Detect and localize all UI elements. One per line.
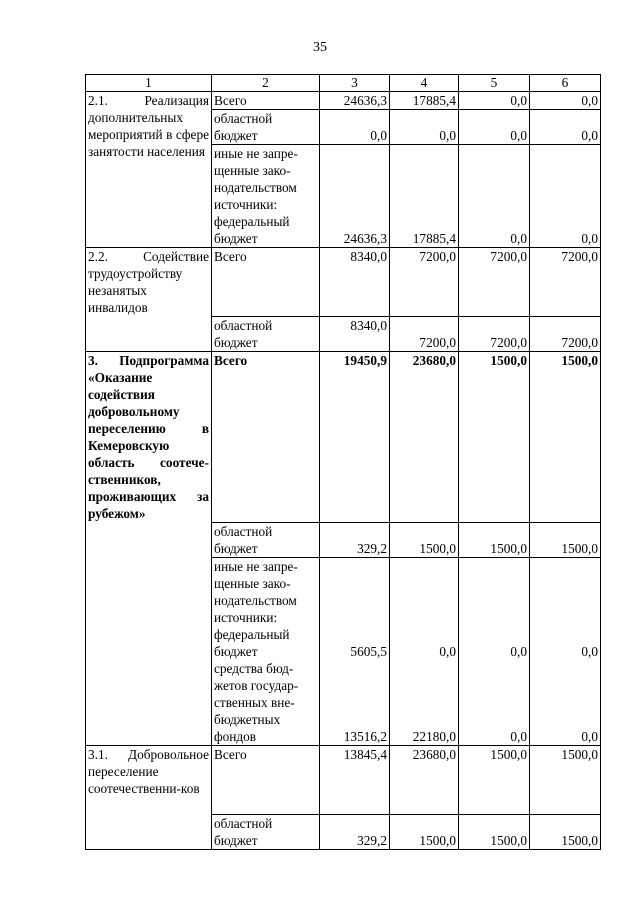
- cell-value: 0,0: [390, 110, 459, 145]
- table-row: [86, 352, 601, 523]
- table-row: [86, 92, 601, 110]
- cell-value: 1500,0: [530, 815, 601, 850]
- cell-value: 7200,0: [390, 248, 459, 317]
- cell-value: 0,0: [510, 644, 527, 659]
- row-type: иные не запре-щенные зако-нодательством источники: федеральный бюджет: [212, 145, 320, 248]
- cell-value: 0,0: [581, 729, 598, 744]
- column-header: 4: [390, 75, 459, 92]
- page-number: 35: [313, 40, 327, 55]
- cell-value: 13845,4: [320, 746, 390, 815]
- row-type: областной бюджет: [212, 317, 320, 352]
- cell-value: 22180,0: [412, 729, 456, 744]
- cell-stack: [320, 558, 390, 746]
- cell-value: 0,0: [581, 644, 598, 659]
- cell-value: 19450,9: [320, 352, 390, 523]
- cell-value: 7200,0: [459, 317, 530, 352]
- row-type: Всего: [212, 352, 320, 523]
- cell-value: 0,0: [459, 145, 530, 248]
- cell-value: 13516,2: [343, 729, 387, 744]
- cell-value: 24636,3: [320, 92, 390, 110]
- cell-value: 1500,0: [459, 815, 530, 850]
- cell-value: 329,2: [320, 815, 390, 850]
- cell-value: 0,0: [459, 110, 530, 145]
- row-name: 3.1. Добровольное переселение соотечественни-ков: [86, 746, 212, 850]
- cell-value: 7200,0: [530, 317, 601, 352]
- cell-value: 0,0: [320, 110, 390, 145]
- cell-value: 1500,0: [530, 746, 601, 815]
- cell-value: 17885,4: [390, 92, 459, 110]
- row-name: 3. Подпрограмма «Оказание содействия добровольному переселению в Кемеровскую область соотече-ственников, проживающих за рубежом»: [86, 352, 212, 746]
- cell-value: 1500,0: [390, 523, 459, 558]
- column-header: 2: [212, 75, 320, 92]
- cell-value: 329,2: [320, 523, 390, 558]
- cell-value: 0,0: [459, 92, 530, 110]
- cell-value: 8340,0: [320, 248, 390, 317]
- row-type: областной бюджет: [212, 523, 320, 558]
- column-header: 5: [459, 75, 530, 92]
- cell-value: 1500,0: [530, 352, 601, 523]
- row-type: Всего: [212, 746, 320, 815]
- header-row: [86, 75, 601, 92]
- budget-table: [85, 74, 601, 850]
- cell-stack: [530, 558, 601, 746]
- cell-stack: [459, 558, 530, 746]
- cell-stack: [390, 558, 459, 746]
- row-type-part: средства бюд-жетов государ-ственных вне-бюджетных фондов: [214, 661, 299, 744]
- column-header: 1: [86, 75, 212, 92]
- cell-value: 7200,0: [530, 248, 601, 317]
- row-type: Всего: [212, 248, 320, 317]
- cell-value: 1500,0: [530, 523, 601, 558]
- cell-value: 17885,4: [390, 145, 459, 248]
- cell-value: 0,0: [510, 729, 527, 744]
- cell-value: 1500,0: [390, 815, 459, 850]
- row-type: Всего: [212, 92, 320, 110]
- cell-value: 7200,0: [390, 317, 459, 352]
- cell-value: 0,0: [530, 92, 601, 110]
- cell-value: 0,0: [530, 145, 601, 248]
- row-type: областной бюджет: [212, 110, 320, 145]
- column-header: 6: [530, 75, 601, 92]
- row-name: 2.1. Реализация дополнительных мероприятий в сфере занятости населения: [86, 92, 212, 248]
- cell-value: 0,0: [439, 644, 456, 659]
- row-type-part: иные не запре-щенные зако-нодательством источники: федеральный бюджет: [214, 559, 298, 659]
- row-name: 2.2. Содействие трудоустройству незанятых инвалидов: [86, 248, 212, 352]
- cell-value: 7200,0: [459, 248, 530, 317]
- cell-value: 24636,3: [320, 145, 390, 248]
- column-header: 3: [320, 75, 390, 92]
- row-type: [212, 558, 320, 746]
- cell-value: 5605,5: [350, 644, 387, 659]
- cell-value: 1500,0: [459, 746, 530, 815]
- table-row: [86, 746, 601, 815]
- cell-value: 8340,0: [320, 317, 390, 352]
- cell-value: 23680,0: [390, 352, 459, 523]
- cell-value: 1500,0: [459, 523, 530, 558]
- cell-value: 23680,0: [390, 746, 459, 815]
- row-type: областной бюджет: [212, 815, 320, 850]
- table-row: [86, 248, 601, 317]
- cell-value: 1500,0: [459, 352, 530, 523]
- cell-value: 0,0: [530, 110, 601, 145]
